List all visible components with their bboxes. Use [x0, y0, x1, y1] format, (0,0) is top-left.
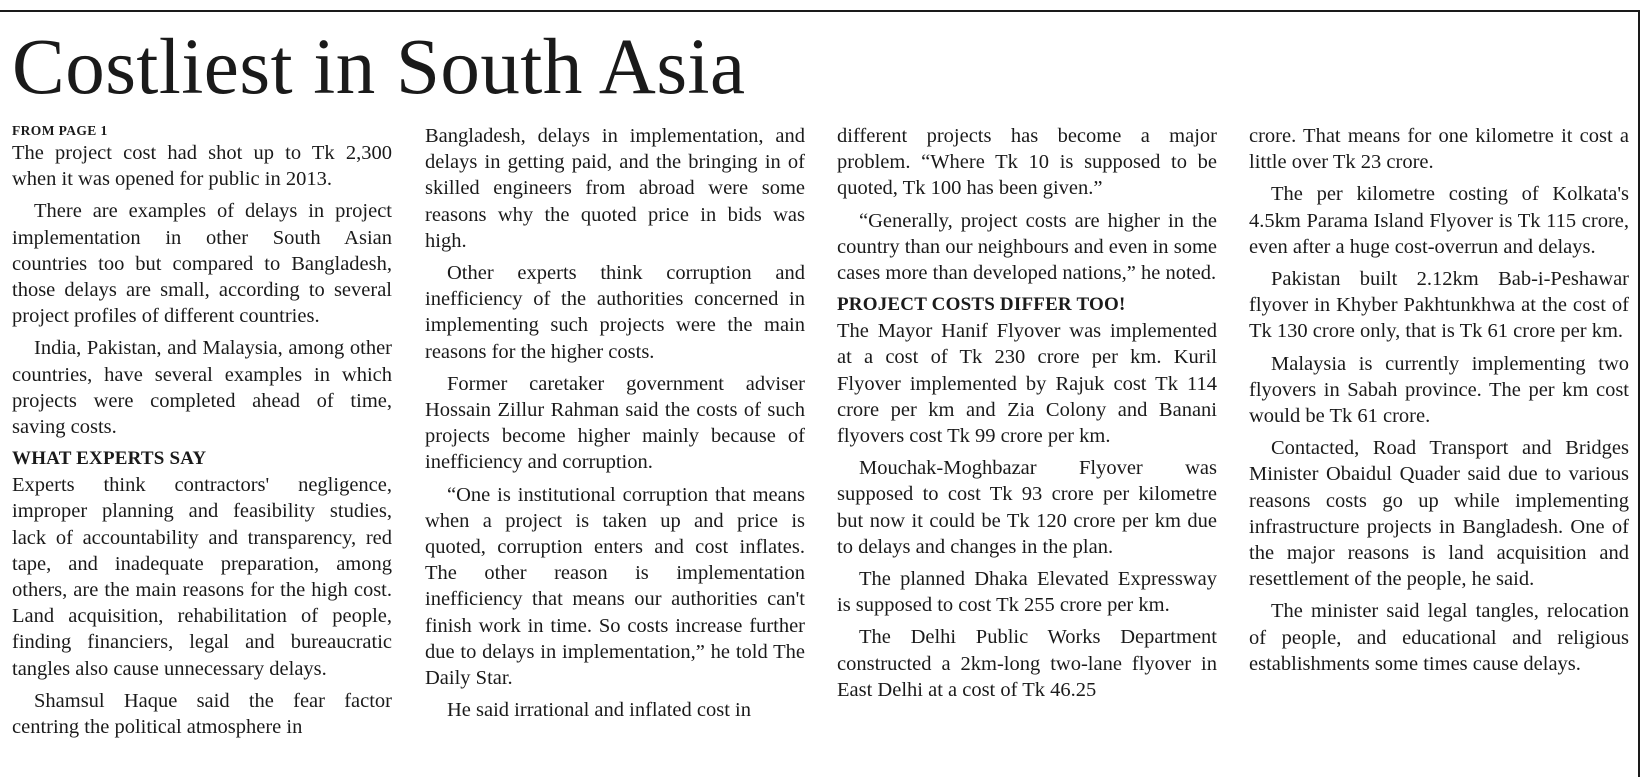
- paragraph: The per kilometre costing of Kolkata's 4.5km Parama Island Flyover is Tk 115 crore, even after a huge cost-overrun and delays.: [1249, 183, 1629, 258]
- paragraph: There are examples of delays in project implementation in other South Asian countries too but compared to Bangladesh, those delays are small, according to several project profiles of different countries.: [12, 200, 392, 328]
- article-column-4: [1249, 123, 1629, 777]
- column-edge-rule: [1638, 10, 1640, 777]
- paragraph: Experts think contractors' negligence, improper planning and feasibility studies, lack of accountability and transparency, red tape, and inadequate preparation, among others, are the main reasons for the high cost. Land acquisition, rehabilitation of people, finding financiers, legal and bureaucratic tangles also cause unnecessary delays.: [12, 474, 392, 680]
- paragraph: Pakistan built 2.12km Bab-i-Peshawar flyover in Khyber Pakhtunkhwa at the cost of Tk 130 crore only, that is Tk 61 crore per km.: [1249, 268, 1629, 343]
- paragraph: “One is institutional corruption that means when a project is taken up and price is quoted, corruption enters and cost inflates. The other reason is implementation inefficiency that means our authorities can't finish work in time. So costs increase further due to delays in implementation,” he told The Daily Star.: [425, 483, 805, 690]
- headline: Costliest in South Asia: [12, 24, 746, 111]
- paragraph: different projects has become a major problem. “Where Tk 10 is supposed to be quoted, Tk 100 has been given.”: [837, 125, 1217, 200]
- article-column-2: [425, 123, 805, 777]
- paragraph: Contacted, Road Transport and Bridges Minister Obaidul Quader said due to various reasons costs go up while implementing infrastructure projects in Bangladesh. One of the major reasons is land acquisition and resettlement of the people, he said.: [1249, 437, 1629, 591]
- article-column-3: [837, 123, 1217, 777]
- article-body: [12, 123, 1636, 777]
- kicker: FROM PAGE 1: [12, 123, 108, 138]
- paragraph: Malaysia is currently implementing two flyovers in Sabah province. The per km cost would be Tk 61 crore.: [1249, 352, 1629, 428]
- subheading: WHAT EXPERTS SAY: [12, 448, 207, 470]
- paragraph: The planned Dhaka Elevated Expressway is supposed to cost Tk 255 crore per km.: [837, 568, 1217, 617]
- paragraph: “Generally, project costs are higher in the country than our neighbours and even in some cases more than developed nations,” he noted.: [837, 209, 1217, 285]
- paragraph: Shamsul Haque said the fear factor centring the political atmosphere in: [12, 689, 392, 739]
- paragraph: The project cost had shot up to Tk 2,300 when it was opened for public in 2013.: [12, 142, 392, 191]
- paragraph: He said irrational and inflated cost in: [447, 699, 751, 722]
- paragraph: Other experts think corruption and inefficiency of the authorities concerned in implementing such projects were the main reasons for the higher costs.: [425, 262, 805, 363]
- paragraph: Mouchak-Moghbazar Flyover was supposed to cost Tk 93 crore per kilometre but now it could be Tk 120 crore per km due to delays and changes in the plan.: [837, 457, 1217, 558]
- top-rule: [0, 10, 1640, 12]
- paragraph: The Mayor Hanif Flyover was implemented at a cost of Tk 230 crore per km. Kuril Flyover implemented by Rajuk cost Tk 114 crore per km and Zia Colony and Banani flyovers cost Tk 99 crore per km.: [837, 320, 1217, 448]
- paragraph: crore. That means for one kilometre it cost a little over Tk 23 crore.: [1249, 125, 1629, 174]
- article-column-1: [12, 123, 392, 777]
- paragraph: India, Pakistan, and Malaysia, among other countries, have several examples in which projects were completed ahead of time, saving costs.: [12, 337, 392, 439]
- paragraph: Bangladesh, delays in implementation, and delays in getting paid, and the bringing in of skilled engineers from abroad were some reasons why the quoted price in bids was high.: [425, 125, 805, 252]
- paragraph: Former caretaker government adviser Hossain Zillur Rahman said the costs of such projects become higher mainly because of inefficiency and corruption.: [425, 372, 805, 474]
- subheading: PROJECT COSTS DIFFER TOO!: [837, 294, 1126, 316]
- paragraph: The Delhi Public Works Department constructed a 2km-long two-lane flyover in East Delhi at a cost of Tk 46.25: [837, 626, 1217, 701]
- paragraph: The minister said legal tangles, relocation of people, and educational and religious establishments some times cause delays.: [1249, 600, 1629, 675]
